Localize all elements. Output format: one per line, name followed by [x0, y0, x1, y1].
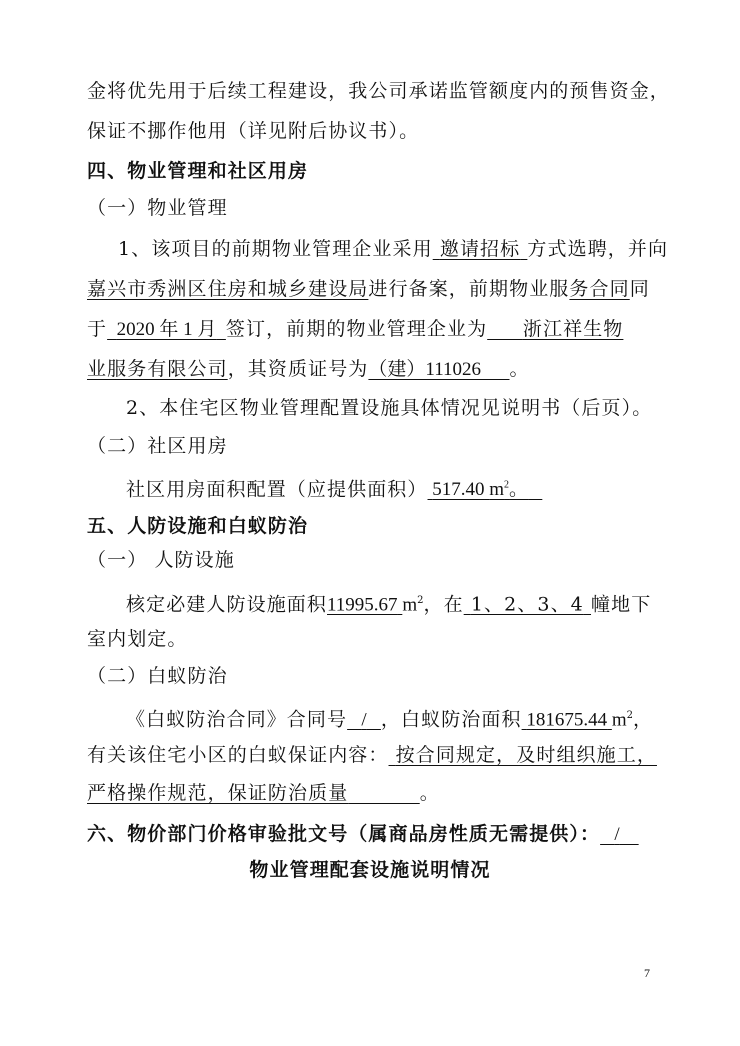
item1-line4: 业服务有限公司，其资质证号为（建）111026 。 [87, 358, 530, 380]
price-approval-field: / [614, 824, 620, 845]
cert-field: （建）111026 [368, 359, 481, 380]
contract-number-field: / [361, 709, 367, 731]
section-heading-6: 六、物价部门价格审验批文号（属商品房性质无需提供）： / [87, 822, 740, 847]
page-number: 7 [644, 966, 650, 980]
guarantee-field-part1: 按合同规定，及时组织施工， [395, 744, 657, 766]
civil-area-field: 11995.67 [327, 594, 398, 616]
community-room-line: 社区用房面积配置（应提供面积） 517.40 $m^2$。 [126, 474, 740, 502]
subheading-termite: （二）白蚁防治 [87, 665, 228, 687]
termite-line1: 《白蚁防治合同》合同号 / ，白蚁防治面积 181675.44 $m^2$， [126, 708, 654, 731]
subheading-civil-defense: （一） 人防设施 [87, 549, 235, 571]
item1-line2: 嘉兴市秀洲区住房和城乡建设局进行备案，前期物业服务合同同 [87, 278, 650, 300]
termite-line3: 严格操作规范，保证防治质量 。 [87, 782, 440, 804]
termite-line2: 有关该住宅小区的白蚁保证内容： 按合同规定，及时组织施工， [87, 744, 657, 766]
para-line: 金将优先用于后续工程建设，我公司承诺监管额度内的预售资金， [87, 80, 670, 102]
civil-defense-line1: 核定必建人防设施面积11995.67 $m^2$，在 1、2、3、4 幢地下 [126, 593, 652, 616]
contract-field: 务合同 [569, 278, 630, 300]
document-title: 物业管理配套设施说明情况 [249, 859, 491, 881]
item1-line3: 于 2020 年 1 月 签订，前期的物业管理企业为 浙江祥生物 [87, 318, 624, 340]
section-heading-5: 五、人防设施和白蚁防治 [87, 515, 309, 537]
method-field: 邀请招标 [439, 238, 521, 260]
guarantee-field-part2: 严格操作规范，保证防治质量 [87, 782, 349, 804]
room-area-field: 517.40 $m^2$。 [432, 479, 529, 501]
item2-line: 2、本住宅区物业管理配置设施具体情况见说明书（后页）。 [126, 397, 653, 419]
sign-date-field: 2020 年 1 月 [116, 319, 217, 340]
building-field: 1、2、3、4 [470, 593, 584, 616]
para-line: 保证不挪作他用（详见附后协议书）。 [87, 120, 420, 142]
subheading-property-management: （一）物业管理 [87, 197, 228, 219]
item1-line1: 1、该项目的前期物业管理企业采用 邀请招标 方式选聘，并向 [118, 238, 669, 260]
termite-area-field: 181675.44 [526, 709, 608, 731]
civil-defense-line2: 室内划定。 [87, 628, 188, 650]
section-heading-4: 四、物业管理和社区用房 [87, 160, 309, 182]
company-field-part2: 业服务有限公司 [87, 358, 228, 380]
company-field-part1: 浙江祥生物 [522, 318, 624, 340]
subheading-community-room: （二）社区用房 [87, 435, 228, 457]
agency-field: 嘉兴市秀洲区住房和城乡建设局 [87, 278, 369, 300]
